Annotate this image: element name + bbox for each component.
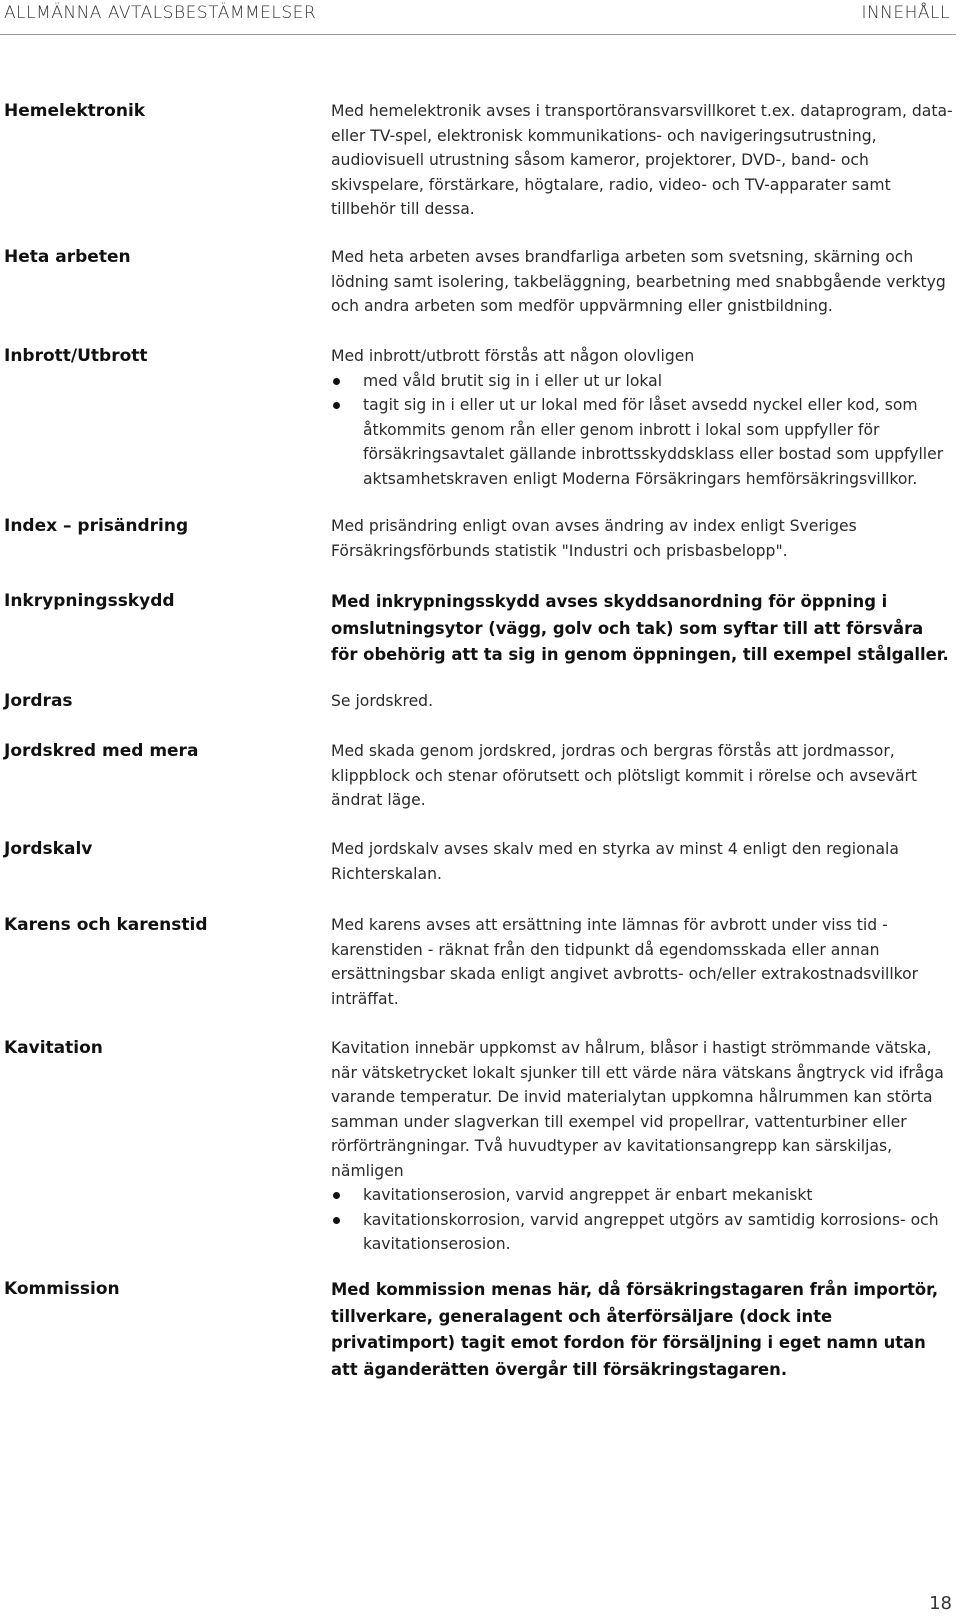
definition-heta-arbeten: [331, 245, 953, 319]
definition-text: Med hemelektronik avses i transportöransvarsvillkoret t.ex. dataprogram, data- eller TV-spel, elektronisk kommunikations- och navigeringsutrustning, audiovisuell utrustning såsom kameror, projektorer, DVD-, band- och skivspelare, förstärkare, högtalare, radio, video- och TV-apparater samt tillbehör till dessa.: [331, 102, 953, 218]
definition-text: Se jordskred.: [331, 692, 434, 710]
list-item: med våld brutit sig in i eller ut ur lokal: [331, 369, 953, 394]
definition-text: Med karens avses att ersättning inte lämnas för avbrott under viss tid - karenstiden - räknat från den tidpunkt då egendomsskada eller annan ersättningsbar skada enligt angivet avbrotts- och/eller extrakostnadsvillkor inträffat.: [331, 916, 919, 1008]
definition-text: Med kommission menas här, då försäkringstagaren från importör, tillverkare, generalagent och återförsäljare (dock inte privatimport) tagit emot fordon för försäljning i eget namn utan att äganderätten övergår till försäkringstagaren.: [331, 1280, 939, 1379]
contents-link[interactable]: INNEHÅLL: [861, 3, 950, 23]
term-heta-arbeten: Heta arbeten: [4, 247, 131, 267]
definition-text: Med prisändring enligt ovan avses ändring av index enligt Sveriges Försäkringsförbunds statistik "Industri och prisbasbelopp".: [331, 517, 857, 560]
definition-text: Med heta arbeten avses brandfarliga arbeten som svetsning, skärning och lödning samt isolering, takbeläggning, bearbetning med snabbgående verktyg och andra arbeten som medför uppvärmning eller gnistbildning.: [331, 248, 946, 315]
definition-jordskred: [331, 739, 953, 813]
term-inkrypningsskydd: Inkrypningsskydd: [4, 591, 175, 611]
list-item: tagit sig in i eller ut ur lokal med för låset avsedd nyckel eller kod, som åtkommits genom rån eller genom inbrott i lokal som uppfyller för försäkringsavtalet gällande inbrottsskyddsklass eller bostad som uppfyller aktsamhetskraven enligt Moderna Försäkringars hemförsäkringsvillkor.: [331, 393, 953, 491]
term-kommission: Kommission: [4, 1279, 120, 1299]
page-number: 18: [929, 1593, 952, 1614]
definition-inkrypningsskydd: [331, 589, 953, 669]
bullet-list: [331, 1183, 953, 1257]
definition-text: Kavitation innebär uppkomst av hålrum, blåsor i hastigt strömmande vätska, när vätsketrycket lokalt sjunker till ett värde nära vätskans ångtryck vid ifråga varande temperatur. De invid materialytan uppkomna hålrummen kan störta samman under slagverkan till exempel vid propellrar, vattenturbiner eller rörförträngningar. Två huvudtyper av kavitationsangrepp kan särskiljas, nämligen: [331, 1039, 944, 1180]
term-jordras: Jordras: [4, 691, 73, 711]
definition-text: Med skada genom jordskred, jordras och bergras förstås att jordmassor, klippblock och stenar oförutsett och plötsligt kommit i rörelse och avsevärt ändrat läge.: [331, 742, 918, 809]
term-inbrott-utbrott: Inbrott/Utbrott: [4, 346, 148, 366]
definition-jordskalv: [331, 837, 953, 886]
page-header: [0, 0, 956, 35]
section-title: ALLMÄNNA AVTALSBESTÄMMELSER: [4, 3, 317, 23]
definition-text: Med jordskalv avses skalv med en styrka av minst 4 enligt den regionala Richterskalan.: [331, 840, 899, 883]
definition-text: Med inbrott/utbrott förstås att någon olovligen: [331, 347, 695, 365]
definition-karens: [331, 913, 953, 1011]
term-jordskalv: Jordskalv: [4, 839, 93, 859]
definition-jordras: [331, 689, 953, 714]
term-karens: Karens och karenstid: [4, 915, 208, 935]
term-kavitation: Kavitation: [4, 1038, 103, 1058]
definition-text: Med inkrypningsskydd avses skyddsanordning för öppning i omslutningsytor (vägg, golv och tak) som syftar till att försvåra för obehörig att ta sig in genom öppningen, till exempel stålgaller.: [331, 592, 949, 664]
list-item: kavitationskorrosion, varvid angreppet utgörs av samtidig korrosions- och kavitationserosion.: [331, 1208, 953, 1257]
list-item: kavitationserosion, varvid angreppet är enbart mekaniskt: [331, 1183, 953, 1208]
term-hemelektronik: Hemelektronik: [4, 101, 146, 121]
definition-inbrott-utbrott: [331, 344, 953, 491]
definition-kommission: [331, 1277, 953, 1383]
definition-hemelektronik: [331, 99, 953, 222]
definition-kavitation: [331, 1036, 953, 1257]
term-jordskred: Jordskred med mera: [4, 741, 199, 761]
definition-index-prisandring: [331, 514, 953, 563]
term-index-prisandring: Index – prisändring: [4, 516, 189, 536]
bullet-list: [331, 369, 953, 492]
